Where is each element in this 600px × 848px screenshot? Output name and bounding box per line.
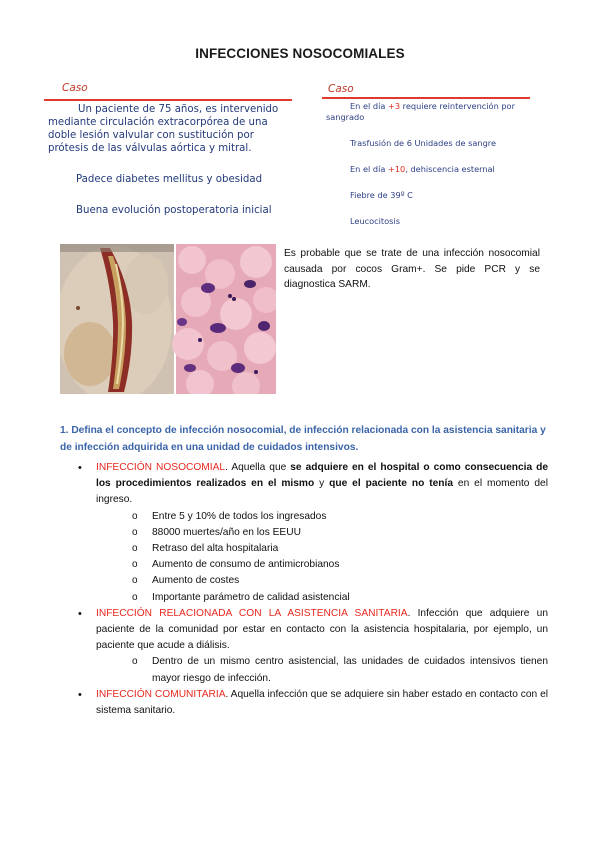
left-case-divider	[44, 99, 292, 101]
left-case-evolution: Buena evolución postoperatoria inicial	[76, 205, 272, 216]
bold-text: que el paciente no tenía	[329, 478, 453, 490]
list-item: o Aumento de consumo de antimicrobianos	[96, 557, 548, 573]
right-case-fever: Fiebre de 39º C	[350, 190, 413, 200]
left-case-line-1: Un paciente de 75 años, es intervenido	[78, 104, 279, 115]
clinical-photo-svg	[60, 244, 276, 394]
list-item: o Aumento de costes	[96, 573, 548, 589]
text: . Aquella que	[225, 462, 291, 473]
left-case-line-2: mediante circulación extracorpórea de una	[48, 117, 268, 128]
keyword-nosocomial: INFECCIÓN NOSOCOMIAL	[96, 462, 226, 473]
right-case-transfusion: Trasfusión de 6 Unidades de sangre	[350, 138, 497, 148]
asistencia-sublist	[96, 654, 548, 686]
text: y	[314, 478, 330, 490]
keyword-comunitaria: INFECCIÓN COMUNITARIA	[96, 688, 226, 700]
answer-body	[60, 460, 548, 719]
right-case-label: Caso	[328, 83, 354, 95]
diagnosis-paragraph: Es probable que se trate de una infección nosocomial causada por cocos Gram+. Se pide PCR y se diagnostica SARM.	[284, 248, 540, 290]
question-heading: 1. Defina el concepto de infección nosocomial, de infección relacionada con la asistencia sanitaria y de infección adquirida en una unidad de cuidados intensivos.	[60, 425, 546, 453]
keyword-asistencia: INFECCIÓN RELACIONADA CON LA ASISTENCIA SANITARIA	[96, 607, 408, 619]
left-case-diabetes: Padece diabetes mellitus y obesidad	[76, 174, 263, 185]
nosocomial-sublist	[96, 509, 548, 606]
right-case-day10: En el día +10, dehiscencia esternal	[350, 164, 495, 174]
list-item: o Entre 5 y 10% de todos los ingresados	[96, 509, 548, 525]
clinical-images	[60, 244, 276, 394]
list-item: o Retraso del alta hospitalaria	[96, 541, 548, 557]
list-item-asistencia	[60, 606, 548, 687]
list-item: o Importante parámetro de calidad asistencial	[96, 590, 548, 606]
bold-text: se adquiere en el hospital o como consecuencia de los procedimientos realizados en el mismo	[96, 462, 548, 490]
text: . Infección que adquiere un paciente de la comunidad por estar en contacto con la asistencia hospitalaria, por ejemplo, un paciente que acude a diálisis.	[96, 607, 548, 652]
left-case-line-3: doble lesión valvular con sustitución por	[48, 130, 254, 141]
text: . Aquella infección que se adquiere sin haber estado en contacto con el sistema sanitario.	[96, 688, 549, 717]
list-item-nosocomial	[60, 460, 548, 606]
right-case-divider	[322, 97, 530, 99]
page-title: INFECCIONES NOSOCOMIALES	[195, 46, 405, 61]
right-case-day3-cont: sangrado	[326, 112, 365, 122]
left-case-label: Caso	[62, 82, 88, 94]
list-item: o 88000 muertes/año en los EEUU	[96, 525, 548, 541]
right-case-day3: En el día +3 requiere reintervención por	[350, 101, 515, 111]
list-item: o Dentro de un mismo centro asistencial, las unidades de cuidados intensivos tienen mayor riesgo de infección.	[96, 654, 548, 686]
sternal-wound-photo	[60, 244, 174, 394]
right-case-leukocytosis: Leucocitosis	[350, 216, 400, 226]
definition-list	[60, 460, 548, 719]
list-item-comunitaria	[60, 687, 548, 719]
text: en el momento del ingreso.	[96, 478, 548, 506]
gram-stain-photo	[172, 244, 276, 394]
left-case-line-4: prótesis de las válvulas aórtica y mitral.	[48, 143, 252, 154]
